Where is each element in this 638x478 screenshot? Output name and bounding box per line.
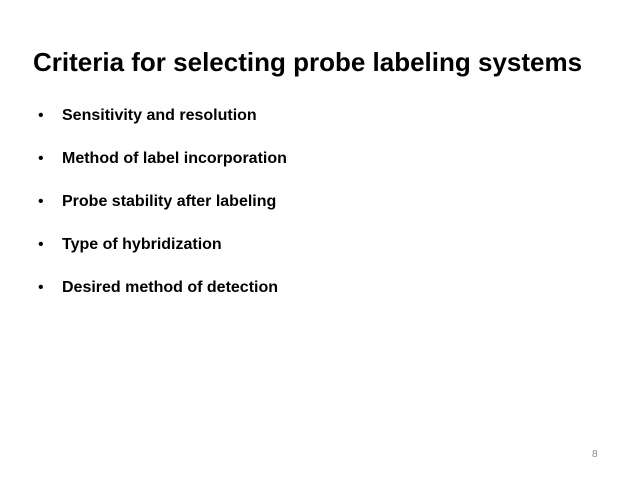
page-number: 8	[592, 449, 598, 460]
bullet-list	[38, 103, 287, 318]
bullet-dot-icon: •	[38, 193, 44, 210]
bullet-item-1	[38, 103, 287, 129]
bullet-item-3	[38, 189, 287, 215]
bullet-item-5	[38, 275, 287, 301]
bullet-item-4	[38, 232, 287, 258]
bullet-item-2	[38, 146, 287, 172]
bullet-dot-icon: •	[38, 150, 44, 167]
bullet-text: Probe stability after labeling	[62, 193, 277, 210]
bullet-text: Method of label incorporation	[62, 150, 287, 167]
slide-title: Criteria for selecting probe labeling systems	[33, 47, 583, 77]
bullet-dot-icon: •	[38, 279, 44, 296]
bullet-text: Desired method of detection	[62, 279, 279, 296]
bullet-text: Type of hybridization	[62, 236, 222, 253]
bullet-dot-icon: •	[38, 236, 44, 253]
bullet-dot-icon: •	[38, 107, 44, 124]
bullet-text: Sensitivity and resolution	[62, 107, 257, 124]
